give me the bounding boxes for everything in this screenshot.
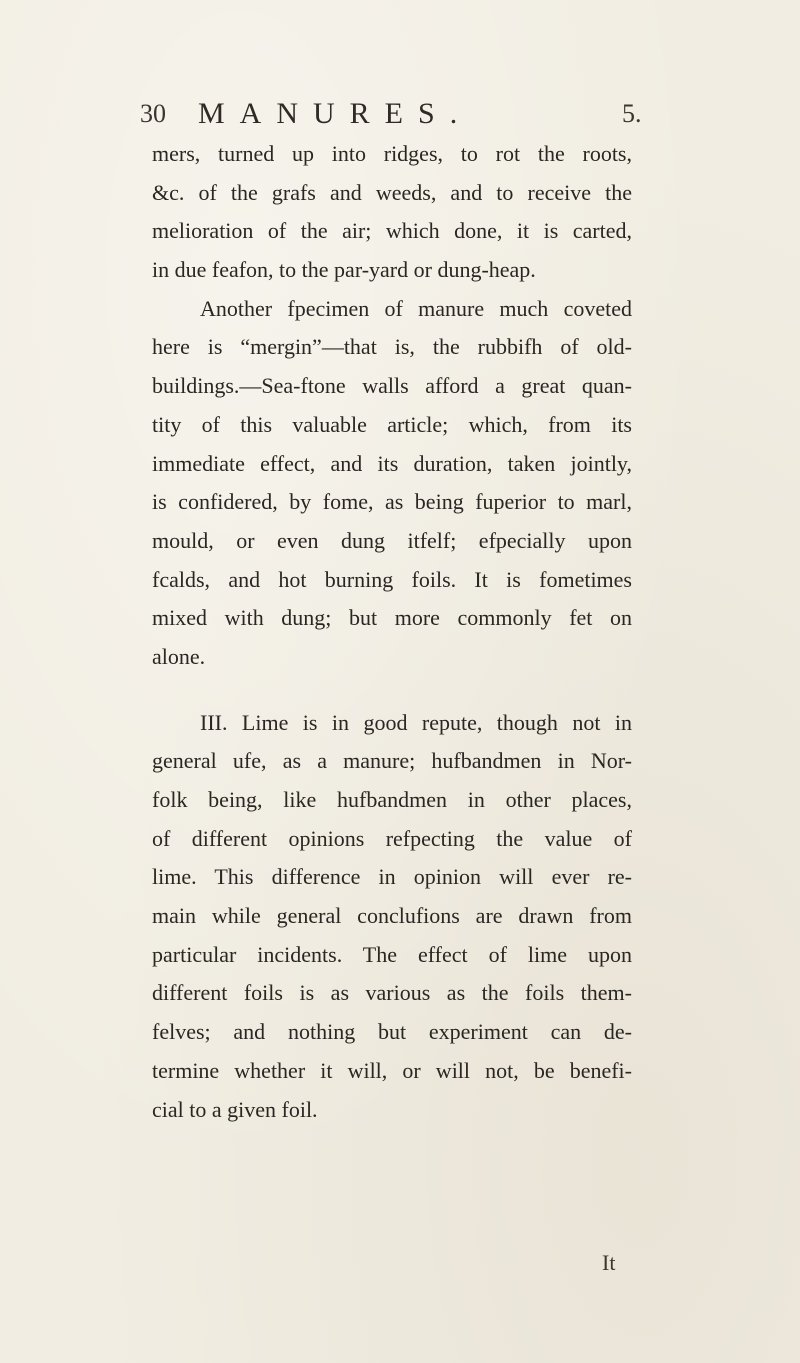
text-line: buildings.—Sea-ftone walls afford a great quan-: [152, 373, 632, 399]
text-line: immediate effect, and its duration, taken jointly,: [152, 450, 632, 476]
text-line: of different opinions refpecting the value of: [152, 825, 632, 851]
paragraph-gap: [152, 677, 632, 704]
text-line: Another fpecimen of manure much coveted: [200, 295, 632, 321]
text-line: III. Lime is in good repute, though not in: [200, 709, 632, 735]
text-line: &c. of the grafs and weeds, and to receive the: [152, 179, 632, 205]
text-line: is confidered, by fome, as being fuperior to marl,: [152, 489, 632, 515]
paragraph-mergin: [152, 290, 632, 677]
text-line: alone.: [152, 643, 206, 669]
text-line: mixed with dung; but more commonly fet on: [152, 605, 632, 631]
text-line: different foils is as various as the foils them-: [152, 980, 632, 1006]
catchword: It: [602, 1250, 616, 1275]
text-line: cial to a given foil.: [152, 1096, 318, 1122]
text-line: lime. This difference in opinion will ever re-: [152, 864, 632, 890]
text-line: in due feafon, to the par-yard or dung-heap.: [152, 257, 536, 283]
signature-mark: 5.: [622, 99, 642, 128]
text-line: melioration of the air; which done, it is carted,: [152, 218, 632, 244]
text-line: folk being, like hufbandmen in other places,: [152, 787, 632, 812]
page-number: 30: [140, 99, 166, 128]
text-line: tity of this valuable article; which, from its: [152, 411, 632, 437]
text-line: here is “mergin”—that is, the rubbifh of old-: [152, 334, 632, 360]
paragraph-lime: [152, 704, 632, 1130]
text-line: felves; and nothing but experiment can de-: [152, 1019, 632, 1045]
text-line: mers, turned up into ridges, to rot the roots,: [152, 141, 632, 166]
body-text: [152, 135, 632, 1129]
page-header: [140, 96, 640, 132]
text-line: general ufe, as a manure; hufbandmen in Nor-: [152, 748, 632, 774]
text-line: fcalds, and hot burning foils. It is fometimes: [152, 566, 632, 592]
text-line: particular incidents. The effect of lime upon: [152, 941, 632, 967]
text-line: termine whether it will, or will not, be benefi-: [152, 1057, 632, 1083]
running-head: MANURES.: [198, 97, 473, 130]
text-line: mould, or even dung itfelf; efpecially upon: [152, 527, 632, 553]
paragraph-continuation: [152, 135, 632, 290]
text-line: main while general conclufions are drawn from: [152, 903, 632, 929]
